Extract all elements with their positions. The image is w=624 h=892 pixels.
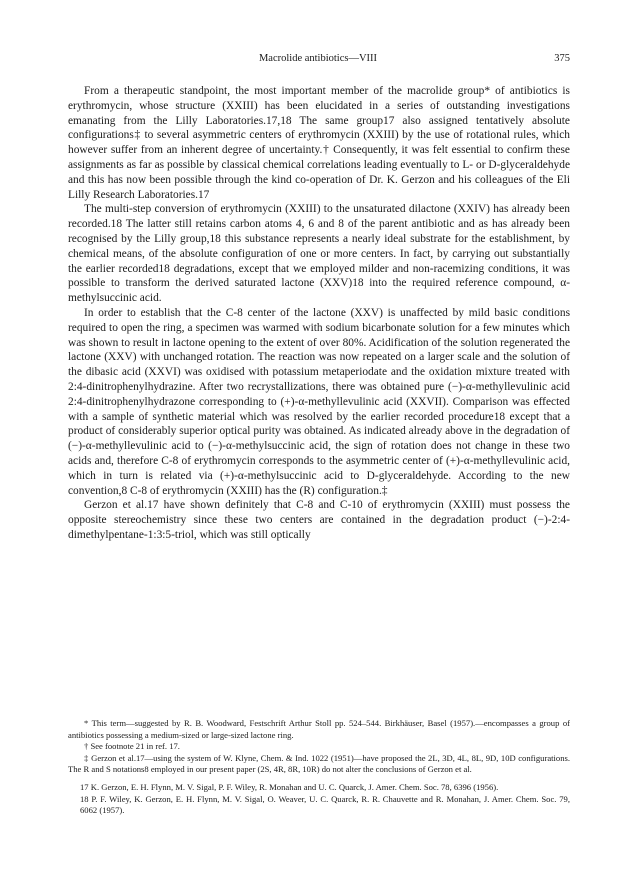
paragraph-2: The multi-step conversion of erythromycin (XXIII) to the unsaturated dilactone (XXIV) has already been recorded.18 The latter still retains carbon atoms 4, 6 and 8 of the parent antibiotic and as has already been recognised by the Lilly group,18 this substance represents a nearly ideal substrate for the establishment, by chemical means, of the absolute configuration of one or more centers. In fact, by carrying out substantially the earlier recorded18 degradations, except that we employed milder and non-racemizing conditions, it was possible to transform the derived saturated lactone (XXV)18 into the required reference compound, α-methylsuccinic acid. — [68, 203, 570, 305]
running-header — [66, 52, 570, 66]
page-number: 375 — [554, 53, 570, 64]
footnote-dagger: † See footnote 21 in ref. 17. — [84, 741, 180, 752]
main-text — [68, 84, 570, 543]
footnote-asterisk: * This term—suggested by R. B. Woodward, Festschrift Arthur Stoll pp. 524–544. Birkhäuser, Basel (1957).—encompasses a group of antibiotics possessing a medium-sized or large-sized lactone ring. — [68, 718, 570, 740]
running-title: Macrolide antibiotics—VIII — [258, 53, 378, 64]
paragraph-4: Gerzon et al.17 have shown definitely that C-8 and C-10 of erythromycin (XXIII) must possess the opposite stereochemistry since these two centers are contained in the degradation product (−)-2:4-dimethylpentane-1:3:5-triol, which was still optically — [68, 499, 570, 541]
reference-17: 17 K. Gerzon, E. H. Flynn, M. V. Sigal, P. F. Wiley, R. Monahan and U. C. Quarck, J. Amer. Chem. Soc. 78, 6396 (1956). — [80, 781, 499, 792]
footnote-double-dagger: ‡ Gerzon et al.17—using the system of W. Klyne, Chem. & Ind. 1022 (1951)—have proposed the 2L, 3D, 4L, 8L, 9D, 10D configurations. The R and S notations8 employed in our present paper (2S, 4R, 8R, 10R) do not alter the conclusions of Gerzon et al. — [68, 752, 570, 775]
reference-18: 18 P. F. Wiley, K. Gerzon, E. H. Flynn, M. V. Sigal, O. Weaver, U. C. Quarck, R. R. Chauvette and R. Monahan, J. Amer. Chem. Soc. 79, 6062 (1957). — [80, 793, 570, 816]
paragraph-3: In order to establish that the C-8 center of the lactone (XXV) is unaffected by mild basic conditions required to open the ring, a specimen was warmed with sodium bicarbonate solution for a few minutes which was shown to result in lactone opening to the extent of over 80%. Acidification of the solution regenerated the lactone (XXV) with unchanged rotation. The reaction was now repeated on a larger scale and the solution of the dibasic acid (XXVI) was oxidised with potassium metaperiodate and the oxidation mixture treated with 2:4-dinitrophenylhydrazine. After two recrystallizations, there was obtained pure (−)-α-methyllevulinic acid 2:4-dinitrophenylhydrazone corresponding to (+)-α-methyllevulinic acid (XXVII). Comparison was effected with a sample of synthetic material which was resolved by the earlier recorded procedure18 except that a product of considerably superior optical purity was obtained. As indicated already above in the degradation of (−)-α-methyllevulinic acid to (−)-α-methylsuccinic acid, the sign of rotation does not change in these two acids and, therefore C-8 of erythromycin corresponds to the asymmetric center of (+)-α-methyllevulinic acid, which in turn is related via (+)-α-methylsuccinic acid to D-glyceraldehyde. According to the new convention,8 C-8 of erythromycin (XXIII) has the (R) configuration.‡ — [68, 306, 570, 497]
paragraph-1: From a therapeutic standpoint, the most important member of the macrolide group* of antibiotics is erythromycin, whose structure (XXIII) has been elucidated in a series of outstanding investigations emanating from the Lilly Laboratories.17,18 The same group17 also assigned tentatively absolute configurations‡ to several asymmetric centers of erythromycin (XXIII) by the use of rotational rules, which however suffer from an inherent degree of uncertainty.† Consequently, it was felt essential to confirm these assignments as far as possible by classical chemical correlations leading eventually to L- or D-glyceraldehyde and this has now been possible through the kind co-operation of Dr. K. Gerzon and his colleagues of the Eli Lilly Research Laboratories.17 — [68, 85, 570, 201]
footnotes — [68, 718, 570, 817]
